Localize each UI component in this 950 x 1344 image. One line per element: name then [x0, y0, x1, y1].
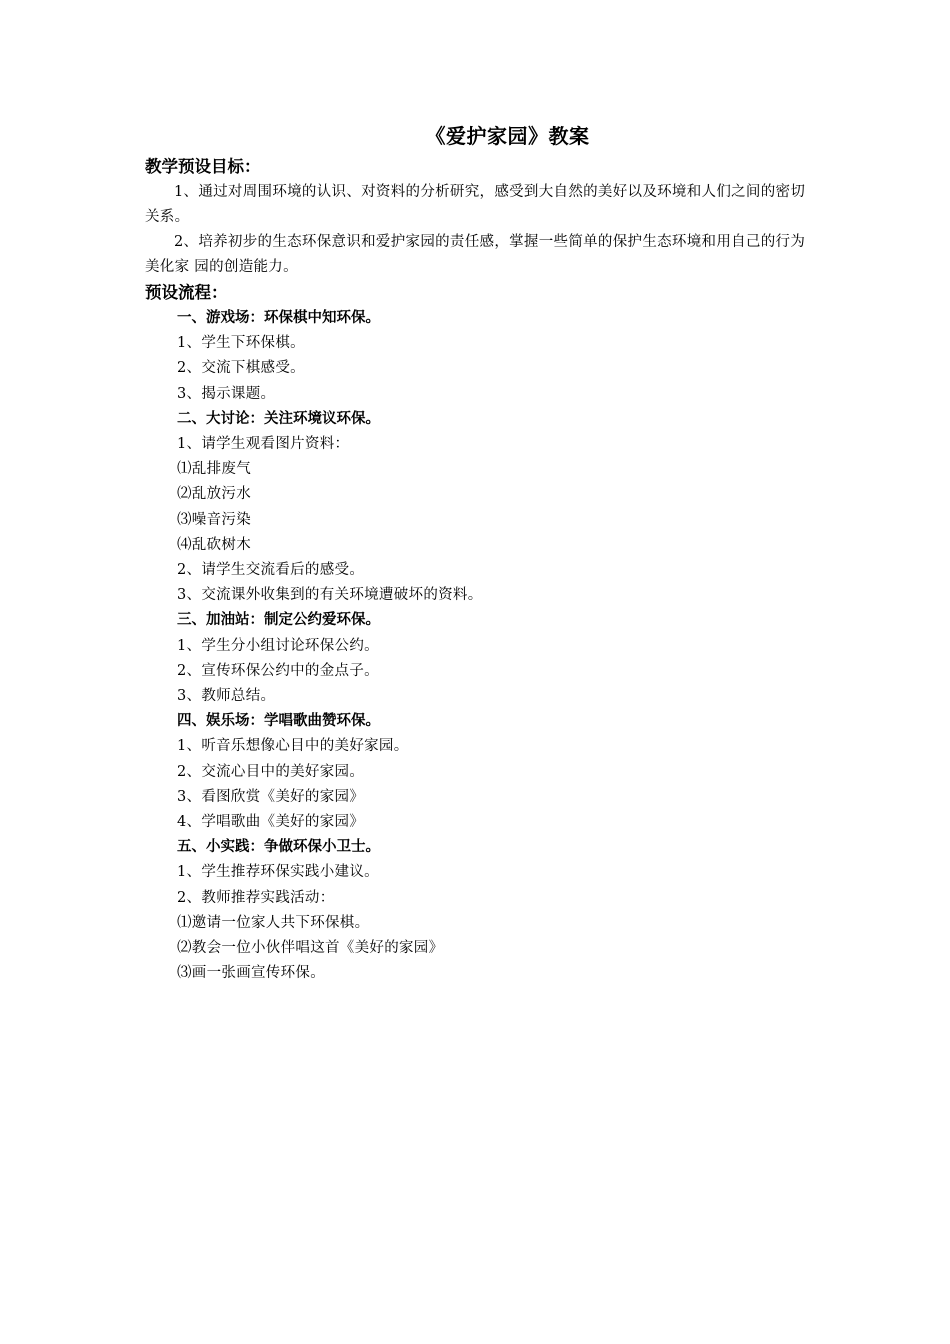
process-step: ⑶噪音污染 — [177, 511, 251, 528]
process-step: 4、学唱歌曲《美好的家园》 — [177, 814, 365, 831]
process-step: ⑴乱排废气 — [177, 461, 251, 478]
process-step: ⑵乱放污水 — [177, 486, 251, 503]
process-heading: 预设流程： — [145, 283, 228, 302]
process-step: ⑶画一张画宣传环保。 — [177, 965, 325, 982]
process-step: 1、请学生观看图片资料： — [177, 436, 350, 453]
process-step: ⑵教会一位小伙伴唱这首《美好的家园》 — [177, 940, 444, 957]
process-step: 2、教师推荐实践活动： — [177, 889, 335, 906]
process-outline — [145, 306, 810, 986]
process-step: 1、学生分小组讨论环保公约。 — [177, 637, 379, 654]
goal-paragraph: 1、通过对周围环境的认识、对资料的分析研究，感受到大自然的美好以及环境和人们之间的密切关系。 — [145, 184, 806, 225]
process-step: 2、交流心目中的美好家园。 — [177, 763, 365, 780]
stage-heading: 一、游戏场：环保棋中知环保。 — [177, 310, 380, 326]
process-step: ⑷乱砍树木 — [177, 536, 251, 553]
process-step: 3、看图欣赏《美好的家园》 — [177, 788, 365, 805]
process-step: 2、请学生交流看后的感受。 — [177, 562, 365, 579]
process-step: 1、听音乐想像心目中的美好家园。 — [177, 738, 409, 755]
document-title: 《爱护家园》教案 — [425, 124, 590, 148]
process-step: ⑴邀请一位家人共下环保棋。 — [177, 914, 370, 931]
process-step: 1、学生下环保棋。 — [177, 335, 305, 352]
process-step: 3、交流课外收集到的有关环境遭破坏的资料。 — [177, 587, 483, 604]
stage-heading: 二、大讨论：关注环境议环保。 — [177, 410, 380, 427]
process-step: 1、学生推荐环保实践小建议。 — [177, 864, 379, 881]
process-step: 2、交流下棋感受。 — [177, 360, 305, 377]
process-step: 3、揭示课题。 — [177, 385, 276, 402]
document-page — [145, 118, 810, 986]
stage-heading: 三、加油站：制定公约爱环保。 — [177, 612, 380, 629]
stage-heading: 四、娱乐场：学唱歌曲赞环保。 — [177, 713, 380, 730]
process-step: 2、宣传环保公约中的金点子。 — [177, 662, 379, 679]
stage-heading: 五、小实践：争做环保小卫士。 — [177, 839, 380, 856]
goals-heading: 教学预设目标： — [145, 157, 261, 176]
goal-paragraph: 2、培养初步的生态环保意识和爱护家园的责任感，掌握一些简单的保护生态环境和用自己的行为美化家 园的创造能力。 — [145, 234, 806, 275]
process-step: 3、教师总结。 — [177, 688, 276, 705]
